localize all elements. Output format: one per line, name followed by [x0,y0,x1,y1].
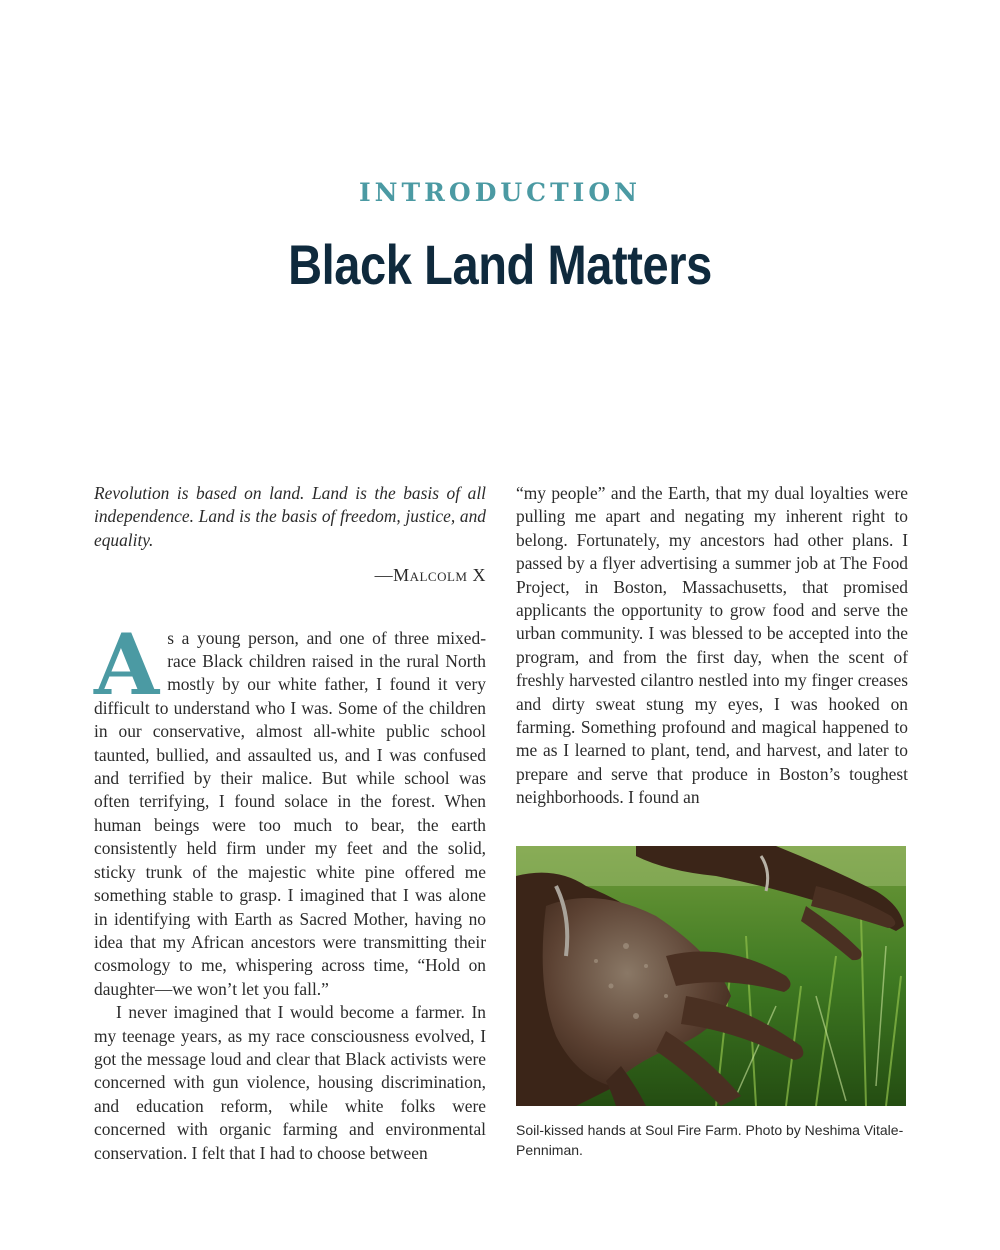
paragraph-2: I never imagined that I would become a farmer. In my teenage years, as my race consciousness evolved, I got the message loud and clear that Black activists were concerned with gun violence, housing discrimination, and education reform, while white folks were concerned with organic farming and environmental conservation. I felt that I had to choose between [94,1002,486,1163]
drop-cap: A [94,614,160,714]
right-column [516,482,908,810]
photo-hands-in-soil [516,846,906,1106]
chapter-title: Black Land Matters [288,233,712,296]
epigraph-attribution: —Malcolm X [374,565,486,586]
paragraph-1-text: s a young person, and one of three mixed-race Black children raised in the rural North mostly by our white father, I found it very difficult to understand who I was. Some of the children in our conservative, almost all-white public school taunted, bullied, and assaulted us, and I was confused and terrified by their malice. But while school was often terrifying, I found solace in the forest. When human beings were too much to bear, the earth consistently held firm under my feet and the solid, sticky trunk of the majestic white pine offered me something stable to grasp. I imagined that I was alone in identifying with Earth as Sacred Mother, having no idea that my African ancestors were transmitting their cosmology to me, whispering across time, “Hold on daughter—we won’t let you fall.” [94,627,486,999]
epigraph-quote: Revolution is based on land. Land is the basis of all independence. Land is the basis of freedom, justice, and equality. [94,483,486,550]
chapter-label: INTRODUCTION [358,178,641,207]
photo-caption: Soil-kissed hands at Soul Fire Farm. Photo by Neshima Vitale-Penniman. [516,1122,904,1158]
left-column [94,482,486,1165]
paragraph-1 [94,614,486,1002]
paragraph-2-continued: “my people” and the Earth, that my dual loyalties were pulling me apart and negating my inherent right to belong. Fortunately, my ancestors had other plans. I passed by a flyer advertising a summer job at The Food Project, in Boston, Massachusetts, that promised applicants the opportunity to grow food and serve the urban community. I was blessed to be accepted into the program, and from the first day, when the scent of freshly harvested cilantro nestled into my finger creases and dirty sweat stung my eyes, I was hooked on farming. Something profound and magical happened to me as I learned to plant, tend, and harvest, and later to prepare and serve that produce in Boston’s toughest neighborhoods. I found an [516,483,908,808]
photo-illustration [516,846,906,1106]
body-text [94,614,486,1165]
